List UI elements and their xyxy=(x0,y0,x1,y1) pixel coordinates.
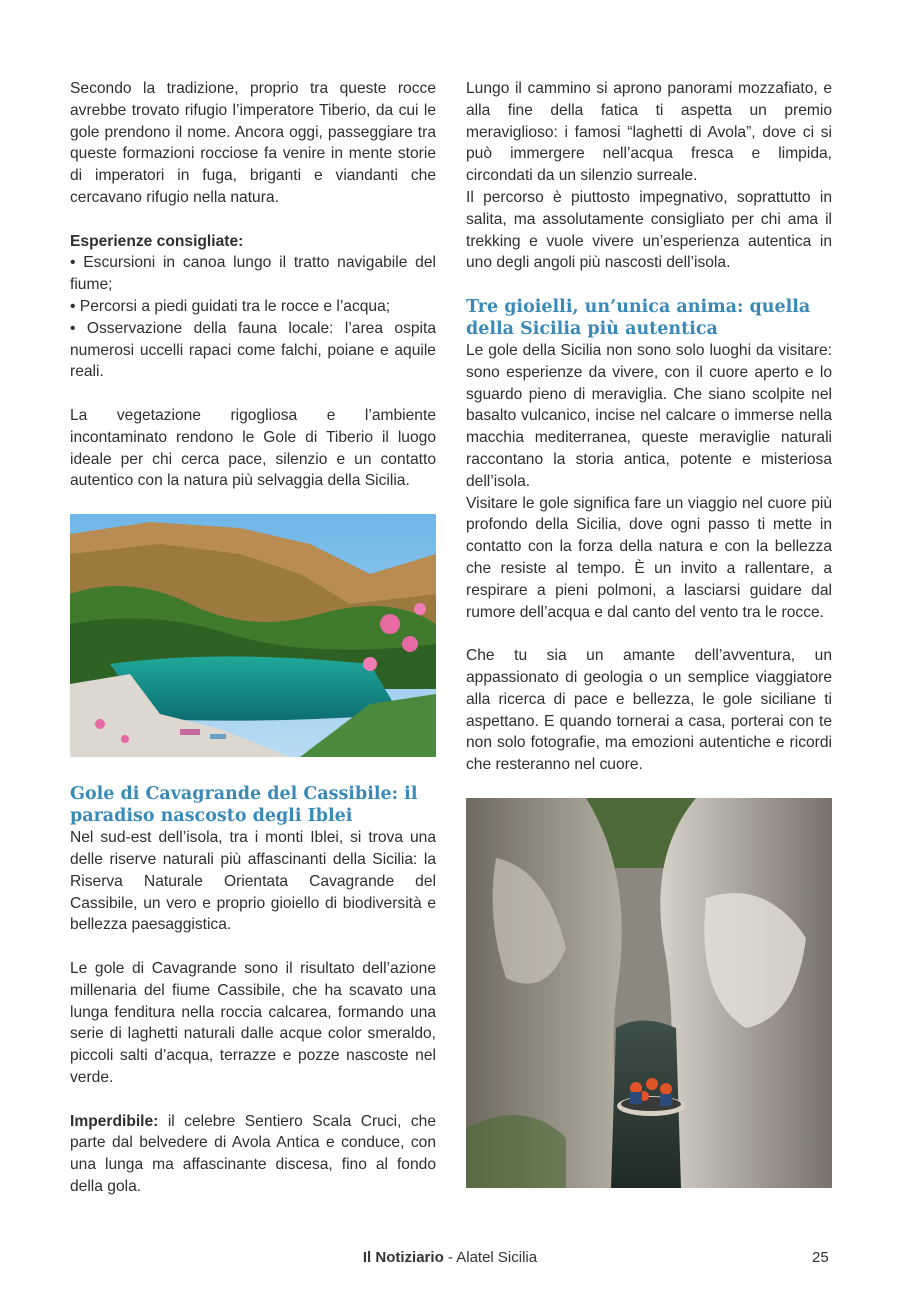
experience-item: • Escursioni in canoa lungo il tratto navigabile del fiume; xyxy=(70,252,436,296)
experience-item: • Osservazione della fauna locale: l’area ospita numerosi uccelli rapaci come falchi, poiane e aquile reali. xyxy=(70,318,436,383)
page-number: 25 xyxy=(812,1249,829,1266)
experience-item: • Percorsi a piedi guidati tra le rocce e l’acqua; xyxy=(70,296,436,318)
must-see-label: Imperdibile: xyxy=(70,1112,159,1130)
right-column xyxy=(466,78,832,1188)
intro-paragraph: Secondo la tradizione, proprio tra queste rocce avrebbe trovato rifugio l’imperatore Tiberio, da cui le gole prendono il nome. Ancora oggi, passeggiare tra queste formazioni rocciose fa venire in mente storie di imperatori in fuga, briganti e viandanti che cercavano rifugio nella natura. xyxy=(70,80,436,206)
difficulty-paragraph: Il percorso è piuttosto impegnativo, soprattutto in salita, ma assolutamente consigliato per chi ama il trekking e vuole vivere un’esperienza autentica in uno degli angoli più nascosti dell’isola. xyxy=(466,188,832,272)
path-paragraph: Lungo il cammino si aprono panorami mozzafiato, e alla fine della fatica ti aspetta un premio meraviglioso: i famosi “laghetti di Avola”, dove ci si può immergere nell’acqua fresca e limpida, circondati da un silenzio surreale. xyxy=(466,80,832,185)
closing-paragraph: Che tu sia un amante dell’avventura, un appassionato di geologia o un semplice viaggiatore alla ricerca di pace e bellezza, le gole siciliane ti aspettano. E quando tornerai a casa, porterai con te non solo fotografie, ma emozioni autentiche e ricordi che resteranno nel cuore. xyxy=(466,647,832,774)
cavagrande-heading: Gole di Cavagrande del Cassibile: il paradiso nascosto degli Iblei xyxy=(70,784,418,827)
footer-brand: Il Notiziario xyxy=(362,1249,444,1266)
footer-title xyxy=(0,1249,900,1266)
left-column xyxy=(70,78,436,1198)
canyon-rafting-photo xyxy=(466,798,832,1188)
vegetation-paragraph: La vegetazione rigogliosa e l’ambiente incontaminato rendono le Gole di Tiberio il luogo ideale per chi cerca pace, silenzio e un contatto autentico con la natura più selvaggia della Sicilia. xyxy=(70,406,436,490)
lake-photo xyxy=(70,514,436,757)
cavagrande-paragraph-1: Nel sud-est dell’isola, tra i monti Iblei, si trova una delle riserve naturali più affascinanti della Sicilia: la Riserva Naturale Orientata Cavagrande del Cassibile, un vero e proprio gioiello di biodiversità e bellezza paesaggistica. xyxy=(70,829,436,934)
gorges-paragraph-2: Visitare le gole significa fare un viaggio nel cuore più profondo della Sicilia, dove ogni passo ti mette in contatto con la forza della natura e con la bellezza che resiste al tempo. È un invito a rallentare, a respirare a pieni polmoni, a lasciarsi guidare dal rumore dell’acqua e dal canto del vento tra le rocce. xyxy=(466,494,832,621)
cavagrande-paragraph-2: Le gole di Cavagrande sono il risultato dell’azione millenaria del fiume Cassibile, che ha scavato una lunga fenditura nella roccia calcarea, formando una serie di laghetti naturali dalle acque color smeraldo, piccoli salti d’acqua, terrazze e pozze nascoste nel verde. xyxy=(70,959,436,1086)
gorges-paragraph-1: Le gole della Sicilia non sono solo luoghi da visitare: sono esperienze da vivere, con il cuore aperto e lo sguardo pieno di meraviglia. Che siano scolpite nel basalto vulcanico, incise nel calcare o immerse nella macchia mediterranea, queste meraviglie naturali raccontano la storia antica, potente e misteriosa dell’isola. xyxy=(466,341,832,490)
three-jewels-heading: Tre gioielli, un’unica anima: quella della Sicilia più autentica xyxy=(466,296,811,339)
experiences-heading: Esperienze consigliate: xyxy=(70,232,244,250)
footer-subtitle: - Alatel Sicilia xyxy=(443,1249,538,1266)
must-see-text: il celebre Sentiero Scala Cruci, che parte dal belvedere di Avola Antica e conduce, con una lunga ma affascinante discesa, fino al fondo della gola. xyxy=(70,1112,436,1195)
must-see-paragraph xyxy=(70,1111,436,1198)
